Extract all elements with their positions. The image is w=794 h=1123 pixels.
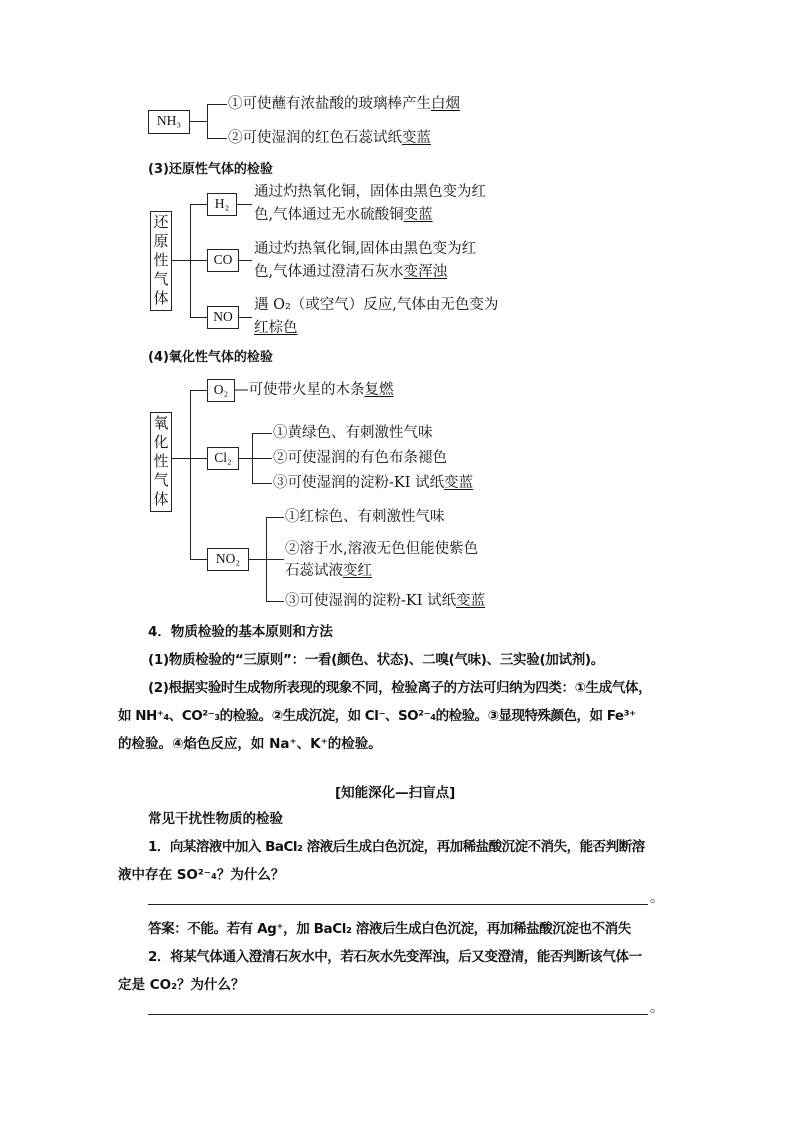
connector [190, 390, 207, 391]
no2-test-2b: 石蕊试液变红 [285, 563, 372, 579]
nh3-test-1: ①可使蘸有浓盐酸的玻璃棒产生白烟 [228, 96, 460, 112]
h2-test-2: 色,气体通过无水硫酸铜变蓝 [254, 207, 433, 223]
connector [252, 433, 272, 434]
no-box: NO [207, 306, 239, 329]
connector [190, 390, 191, 559]
reducing-label: 还原性气体 [150, 211, 172, 311]
cl2-box: Cl₂ [207, 447, 239, 470]
answer-line-2-period: 。 [650, 1000, 665, 1016]
connector [190, 317, 207, 318]
heading-reducing: (3)还原性气体的检验 [148, 162, 273, 177]
h2-box: H₂ [207, 193, 237, 216]
connector [189, 121, 207, 122]
co-test-1: 通过灼热氧化铜,固体由黑色变为红 [254, 241, 477, 257]
section4-p2-l1: (2)根据实验时生成物所表现的现象不同，检验离子的方法可归纳为四类：①生成气体， [148, 680, 652, 696]
answer-line-1-period: 。 [650, 890, 665, 906]
connector [238, 458, 252, 459]
connector [207, 138, 227, 139]
connector [172, 260, 191, 261]
connector [266, 559, 284, 560]
connector [207, 104, 227, 105]
co-test-2: 色,气体通过澄清石灰水变浑浊 [254, 264, 448, 280]
connector [190, 204, 207, 205]
question-1-l2: 液中存在 SO²⁻₄？为什么？ [118, 867, 285, 883]
connector [190, 260, 207, 261]
no2-box: NO₂ [207, 548, 249, 571]
section4-p2-l2: 如 NH⁺₄、CO²⁻₃的检验。②生成沉淀，如 Cl⁻、SO²⁻₄的检验。③显现特殊颜色，如 Fe³⁺ [118, 708, 636, 724]
connector [172, 458, 191, 459]
connector [266, 601, 284, 602]
section4-p1: (1)物质检验的“三原则”：一看(颜色、状态)、二嗅(气味)、三实验(加试剂)。 [148, 652, 604, 668]
h2-test-1: 通过灼热氧化铜，固体由黑色变为红 [254, 184, 486, 200]
answer-line-2[interactable] [148, 1014, 648, 1015]
o2-test: —可使带火星的木条复燃 [234, 382, 394, 398]
connector [252, 483, 272, 484]
connector [190, 458, 207, 459]
deepen-title: [知能深化—扫盲点] [335, 785, 456, 801]
no-test-2: 红棕色 [254, 320, 298, 336]
connector [236, 204, 252, 205]
heading-oxidizing: (4)氧化性气体的检验 [148, 350, 273, 365]
cl2-test-3: ③可使湿润的淀粉-KI 试纸变蓝 [273, 475, 474, 491]
section4-heading: 4．物质检验的基本原则和方法 [148, 624, 333, 640]
question-1-l1: 1．向某溶液中加入 BaCl₂ 溶液后生成白色沉淀，再加稀盐酸沉淀不消失，能否判断溶 [148, 839, 645, 855]
section4-p2-l3: 的检验。④焰色反应，如 Na⁺、K⁺的检验。 [118, 736, 382, 752]
no-test-1: 遇 O₂（或空气）反应,气体由无色变为 [254, 297, 499, 313]
connector [266, 517, 284, 518]
question-2-l1: 2．将某气体通入澄清石灰水中，若石灰水先变浑浊，后又变澄清，能否判断该气体一 [148, 949, 642, 965]
answer-1: 答案：不能。若有 Ag⁺，加 BaCl₂ 溶液后生成白色沉淀，再加稀盐酸沉淀也不消失 [148, 921, 631, 937]
connector [252, 458, 272, 459]
question-2-l2: 定是 CO₂？为什么？ [118, 977, 245, 993]
co-box: CO [207, 249, 239, 272]
connector [238, 317, 252, 318]
connector [190, 559, 207, 560]
oxidizing-label: 氧化性气体 [150, 412, 172, 512]
no2-test-1: ①红棕色、有刺激性气味 [285, 509, 445, 525]
cl2-test-1: ①黄绿色、有刺激性气味 [273, 425, 433, 441]
connector [238, 260, 252, 261]
connector [248, 559, 267, 560]
cl2-test-2: ②可使湿润的有色布条褪色 [273, 450, 447, 466]
o2-box: O₂ [207, 379, 235, 402]
no2-test-2: ②溶于水,溶液无色但能使紫色 [285, 541, 479, 557]
nh3-box: NH₃ [148, 110, 190, 134]
nh3-test-2: ②可使湿润的红色石蕊试纸变蓝 [228, 130, 431, 146]
connector [207, 104, 208, 138]
no2-test-3: ③可使湿润的淀粉-KI 试纸变蓝 [285, 593, 486, 609]
answer-line-1[interactable] [148, 904, 648, 905]
deepen-subtitle: 常见干扰性物质的检验 [148, 811, 283, 827]
